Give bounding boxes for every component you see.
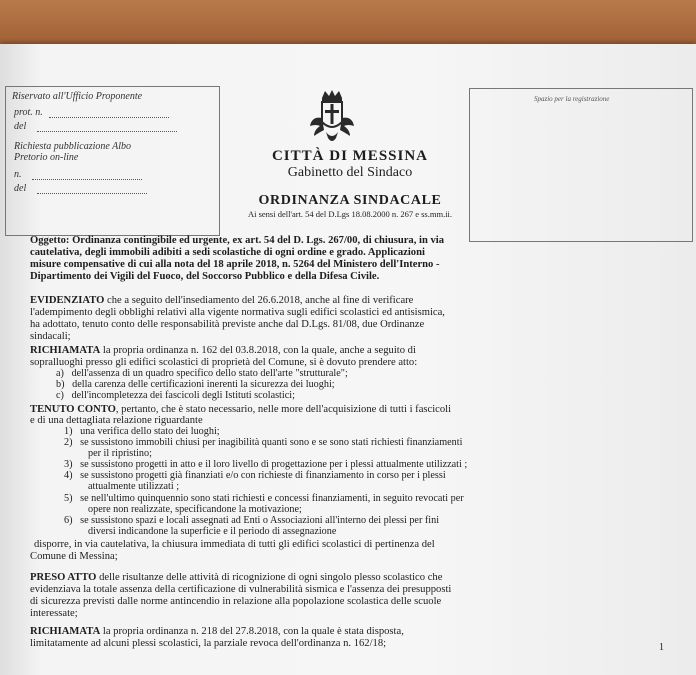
request-line-2: Pretorio on-line <box>14 152 79 163</box>
preso-atto-line-3: di sicurezza previsti dalle norme antincendio in relazione alla popolazione scolastica delle scuole <box>30 596 442 607</box>
city-name: CITTÀ DI MESSINA <box>271 148 429 164</box>
item-number: 4) <box>64 470 73 481</box>
document-subtitle: Ai sensi dell'art. 54 del D.Lgs 18.08.2000 n. 267 e ss.mm.ii. <box>247 209 453 219</box>
richiamata2-line-1 <box>30 626 670 638</box>
registration-label: Spazio per la registrazione <box>534 95 610 103</box>
city-crest-icon <box>308 88 356 146</box>
request-line-1: Richiesta pubblicazione Albo <box>14 141 132 152</box>
richiamata2-line-2: limitatamente ad alcuni plessi scolastici, la parziale revoca dell'ordinanza n. 162/18; <box>30 638 387 649</box>
n-fill-line <box>32 170 142 180</box>
document-title: ORDINANZA SINDACALE <box>258 193 442 208</box>
preso-atto-line-2: evidenziava la totale assenza della certificazione di vulnerabilità sismica e l'assenza dei presupposti <box>30 584 452 595</box>
office-name: Gabinetto del Sindaco <box>287 165 413 180</box>
evidenziato-line-4: sindacali; <box>30 331 71 342</box>
list-item <box>56 390 295 402</box>
preso-atto-line-1 <box>30 572 670 584</box>
oggetto-line-2: cautelativa, degli immobili adibiti a sedi scolastiche di ogni ordine e grado. Applicazioni <box>30 247 425 258</box>
tenuto-conto-closing-1: disporre, in via cautelativa, la chiusura immediata di tutti gli edifici scolastici di pertinenza del <box>34 539 435 550</box>
item-continuation: per il ripristino; <box>88 448 152 459</box>
preso-atto-keyword: PRESO ATTO <box>30 572 97 583</box>
item-number: b) <box>56 379 65 390</box>
document-page <box>0 44 696 675</box>
prot-fill-line <box>49 108 169 118</box>
evidenziato-line-3: ha adottato, tenuto conto delle responsabilità previste anche dal D.Lgs. 81/08, due Ordinanze <box>30 319 425 330</box>
proposing-office-title: Riservato all'Ufficio Proponente <box>12 91 143 102</box>
del2-fill-line <box>37 184 147 194</box>
richiamata1-line-2: sopralluoghi presso gli edifici scolastici di proprietà del Comune, si è dovuto prendere atto: <box>30 357 418 368</box>
richiamata1-line-1 <box>30 345 670 357</box>
n-label: n. <box>14 169 22 180</box>
evidenziato-text: che a seguito dell'insediamento del 26.6.2018, anche al fine di verificare <box>104 295 414 306</box>
preso-atto-text: delle risultanze delle attività di ricognizione di ogni singolo plesso scolastico che <box>96 572 443 583</box>
item-text: se sussistono immobili chiusi per inagibilità quanti sono e se sono stati richiesti finanziamenti <box>80 437 463 448</box>
n-field <box>14 169 142 180</box>
item-number: 2) <box>64 437 73 448</box>
del2-field <box>14 183 147 194</box>
tenuto-conto-text: , pertanto, che è stato necessario, nelle more dell'acquisizione di tutti i fascicoli <box>115 404 452 415</box>
item-text: se sussistono progetti in atto e il loro livello di progettazione per i plessi attualmente utilizzati ; <box>80 459 468 470</box>
page-number: 1 <box>659 642 664 653</box>
preso-atto-line-4: interessate; <box>30 608 78 619</box>
del-label: del <box>14 121 27 132</box>
item-number: 3) <box>64 459 73 470</box>
oggetto-line-1: Oggetto: Ordinanza contingibile ed urgente, ex art. 54 del D. Lgs. 267/00, di chiusura, in via <box>30 235 445 246</box>
item-text: una verifica dello stato dei luoghi; <box>80 426 220 437</box>
del-field <box>14 121 177 132</box>
evidenziato-keyword: EVIDENZIATO <box>30 295 105 306</box>
item-text: dell'assenza di un quadro specifico dello stato dell'arte "strutturale"; <box>71 368 348 379</box>
prot-label: prot. n. <box>14 107 43 118</box>
richiamata2-text: la propria ordinanza n. 218 del 27.8.2018, con la quale è stata disposta, <box>100 626 404 637</box>
item-text: dell'incompletezza dei fascicoli degli Istituti scolastici; <box>71 390 295 401</box>
item-continuation: diversi indicandone la superficie e il periodo di assegnazione <box>88 526 337 537</box>
item-text: se sussistono progetti già finanziati e/o con richieste di finanziamento in corso per i plessi <box>80 470 446 481</box>
del-fill-line <box>37 122 177 132</box>
item-number: 5) <box>64 493 73 504</box>
item-text: della carenza delle certificazioni inerenti la sicurezza dei luoghi; <box>72 379 335 390</box>
item-continuation: opere non realizzate, specificandone la motivazione; <box>88 504 302 515</box>
tenuto-conto-closing-2: Comune di Messina; <box>30 551 118 562</box>
item-number: c) <box>56 390 64 401</box>
oggetto-line-3: misure compensative di cui alla nota del 18 aprile 2018, n. 5264 del Ministero dell'Interno - <box>30 259 440 270</box>
richiamata1-keyword: RICHIAMATA <box>30 345 101 356</box>
evidenziato-line-2: l'adempimento degli obblighi relativi alla vigente normativa sugli edifici scolastici ed antisismica, <box>30 307 445 318</box>
item-number: 6) <box>64 515 73 526</box>
item-text: se nell'ultimo quinquennio sono stati richiesti e concessi finanziamenti, in seguito revocati per <box>80 493 464 504</box>
evidenziato-line-1 <box>30 295 670 307</box>
item-number: 1) <box>64 426 73 437</box>
richiamata1-text: la propria ordinanza n. 162 del 03.8.2018, con la quale, anche a seguito di <box>100 345 416 356</box>
tenuto-conto-keyword: TENUTO CONTO <box>30 404 116 415</box>
prot-field <box>14 107 169 118</box>
item-number: a) <box>56 368 64 379</box>
oggetto-line-4: Dipartimento dei Vigili del Fuoco, del Soccorso Pubblico e della Difesa Civile. <box>30 271 380 282</box>
richiamata2-keyword: RICHIAMATA <box>30 626 101 637</box>
item-text: se sussistono spazi e locali assegnati ad Enti o Associazioni all'interno dei plessi per fini <box>80 515 440 526</box>
item-continuation: attualmente utilizzati ; <box>88 481 180 492</box>
del2-label: del <box>14 183 27 194</box>
tenuto-conto-line-2: e di una dettagliata relazione riguardante <box>30 415 203 426</box>
